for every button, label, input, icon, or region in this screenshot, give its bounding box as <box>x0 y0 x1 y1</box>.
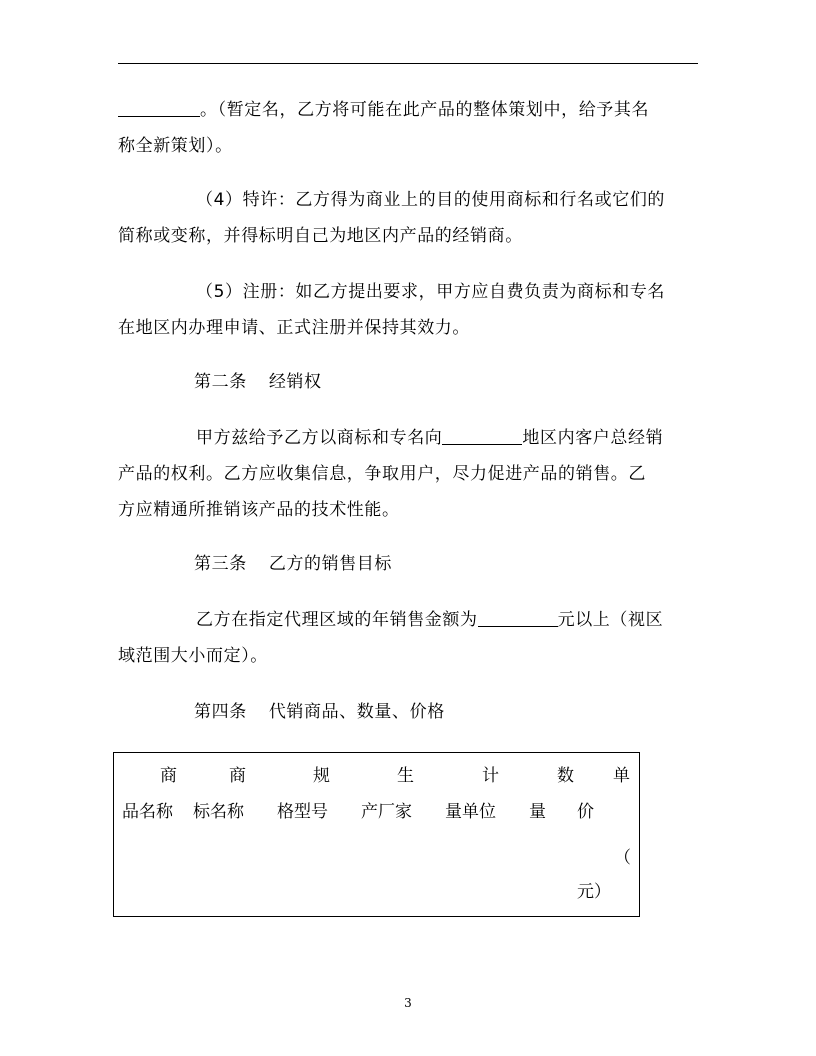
col-unit-price-mid: 价 <box>577 802 594 822</box>
col-unit-top: 计 <box>482 766 499 786</box>
paragraph-1-line-1: 。（暂定名，乙方将可能在此产品的整体策划中，给予其名 <box>118 92 698 129</box>
col-unit-price-paren: （ <box>614 848 631 868</box>
region-blank[interactable] <box>442 426 522 445</box>
col-manufacturer-bottom: 产厂家 <box>361 802 412 822</box>
col-spec-model-top: 规 <box>313 766 330 786</box>
col-unit-price-unit: 元） <box>577 882 611 902</box>
col-product-name-top: 商 <box>160 766 177 786</box>
col-quantity-top-clip <box>557 764 574 788</box>
page-number: 3 <box>404 996 412 1010</box>
paragraph-3-line-2: 在地区内办理申请、正式注册并保持其效力。 <box>118 318 470 338</box>
paragraph-1-line-2: 称全新策划）。 <box>118 136 233 156</box>
paragraph-4-line-3: 方应精通所推销该产品的技术性能。 <box>118 500 400 520</box>
paragraph-4-line-1: 甲方兹给予乙方以商标和专名向 地区内客户总经销 <box>196 428 664 448</box>
col-unit-bottom: 量单位 <box>445 802 496 822</box>
col-manufacturer-top: 生 <box>397 766 414 786</box>
article-number: 第三条 <box>194 554 247 574</box>
fill-in-blank[interactable] <box>118 98 200 117</box>
col-spec-model-bottom: 格型号 <box>277 802 328 822</box>
article-title: 经销权 <box>268 372 322 392</box>
article-2-heading <box>194 364 774 401</box>
paragraph-4-line-2: 产品的权利。乙方应收集信息，争取用户，尽力促进产品的销售。乙 <box>118 464 646 484</box>
paragraph-2-line-2: 简称或变称，并得标明自己为地区内产品的经销商。 <box>118 226 523 246</box>
article-number: 第二条 <box>194 372 247 392</box>
col-unit-price-top: 单 <box>613 766 630 786</box>
col-brand-name-top: 商 <box>229 766 246 786</box>
col-brand-name-bottom: 标名称 <box>193 802 244 822</box>
paragraph-3-line-1: （5）注册：如乙方提出要求，甲方应自费负责为商标和专名 <box>196 282 666 302</box>
paragraph-2-line-1: （4）特许：乙方得为商业上的目的使用商标和行名或它们的 <box>196 190 666 210</box>
header-rule <box>118 63 698 64</box>
col-product-name-bottom: 品名称 <box>122 802 173 822</box>
article-4-heading <box>194 694 774 731</box>
article-title: 代销商品、数量、价格 <box>268 702 445 722</box>
article-3-heading <box>194 546 774 583</box>
paragraph-5-line-2: 域范围大小而定）。 <box>118 646 268 666</box>
article-title: 乙方的销售目标 <box>268 554 393 574</box>
col-quantity-top: 数 <box>557 766 574 786</box>
col-quantity-bottom: 量 <box>529 802 546 822</box>
article-number: 第四条 <box>194 702 247 722</box>
paragraph-5-line-1: 乙方在指定代理区域的年销售金额为 元以上（视区 <box>196 610 664 630</box>
amount-blank[interactable] <box>478 608 558 627</box>
